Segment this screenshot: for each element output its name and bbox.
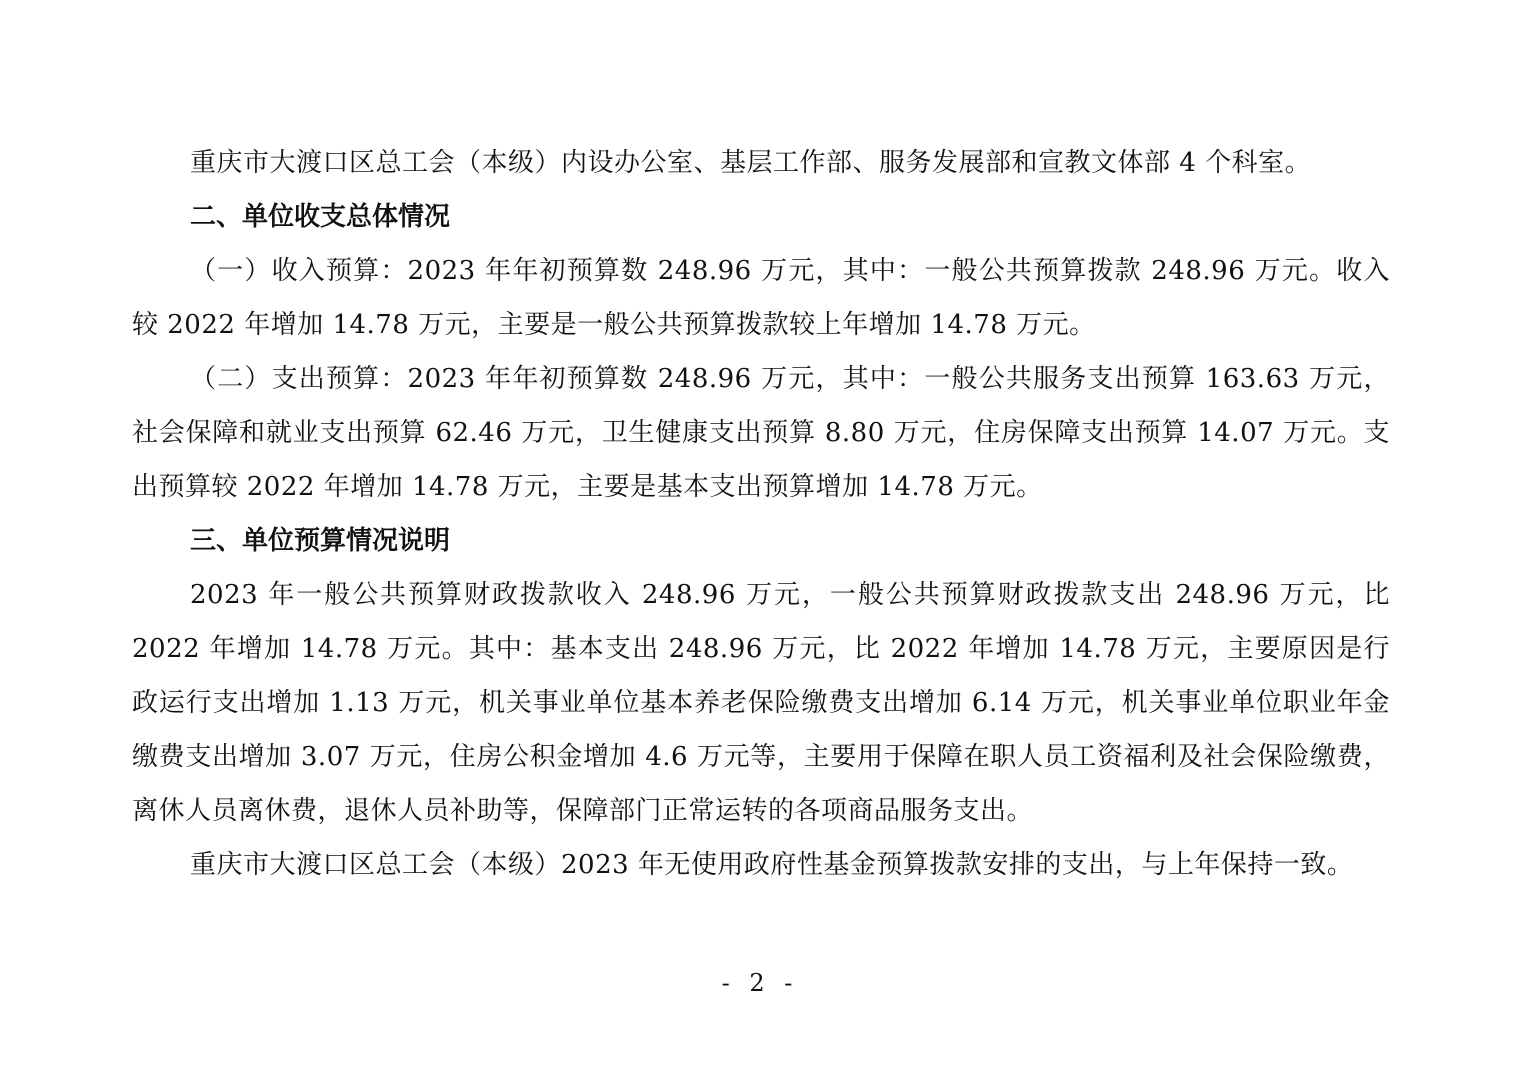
section-heading-overall-income-expenditure: 二、单位收支总体情况 [190,202,451,232]
page-number: - 2 - [721,969,799,997]
section-heading-budget-explanation: 三、单位预算情况说明 [190,526,451,556]
document-page [132,136,1390,892]
paragraph-income-budget: （一）收入预算：2023 年年初预算数 248.96 万元，其中：一般公共预算拨款 248.96 万元。收入较 2022 年增加 14.78 万元，主要是一般公共预算拨款较上年增加 14.78 万元。 [132,256,1390,340]
paragraph-departments: 重庆市大渡口区总工会（本级）内设办公室、基层工作部、服务发展部和宣教文体部 4 个科室。 [190,148,1312,178]
paragraph-expenditure-budget: （二）支出预算：2023 年年初预算数 248.96 万元，其中：一般公共服务支出预算 163.63 万元，社会保障和就业支出预算 62.46 万元，卫生健康支出预算 8.80 万元，住房保障支出预算 14.07 万元。支出预算较 2022 年增加 14.78 万元，主要是基本支出预算增加 14.78 万元。 [132,364,1390,502]
paragraph-government-fund-budget: 重庆市大渡口区总工会（本级）2023 年无使用政府性基金预算拨款安排的支出，与上年保持一致。 [190,850,1354,880]
paragraph-general-public-budget: 2023 年一般公共预算财政拨款收入 248.96 万元，一般公共预算财政拨款支出 248.96 万元，比 2022 年增加 14.78 万元。其中：基本支出 248.96 万元，比 2022 年增加 14.78 万元，主要原因是行政运行支出增加 1.13 万元，机关事业单位基本养老保险缴费支出增加 6.14 万元，机关事业单位职业年金缴费支出增加 3.07 万元，住房公积金增加 4.6 万元等，主要用于保障在职人员工资福利及社会保险缴费，离休人员离休费，退休人员补助等，保障部门正常运转的各项商品服务支出。 [132,580,1390,826]
